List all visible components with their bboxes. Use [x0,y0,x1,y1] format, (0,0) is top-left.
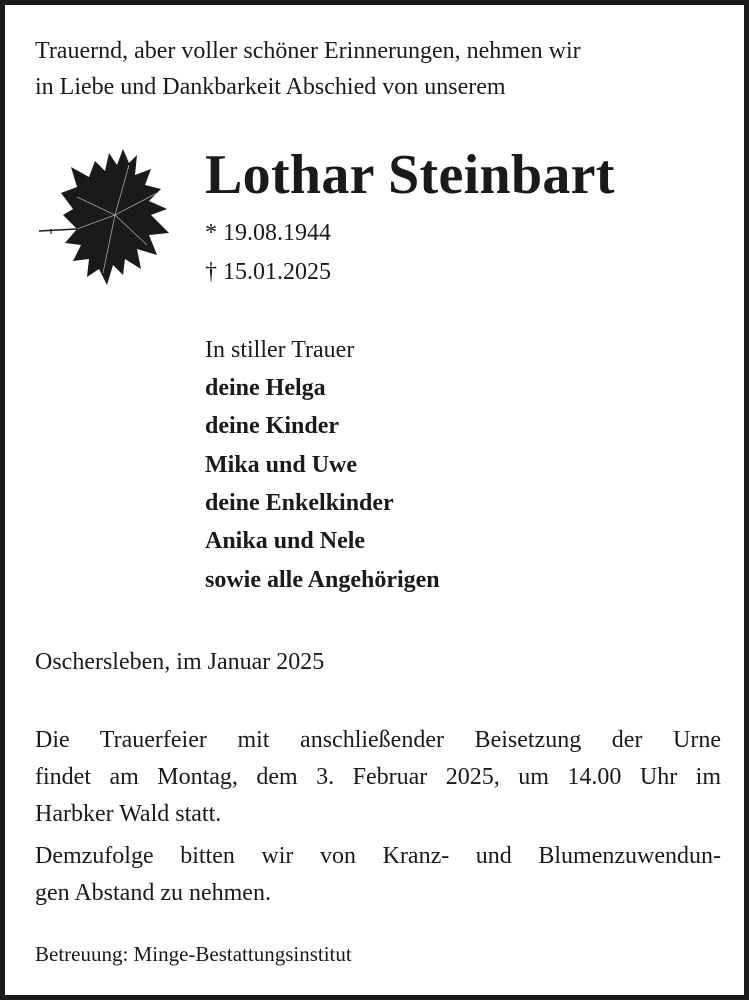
place-date: Oschersleben, im Januar 2025 [35,649,325,675]
intro-line-2: in Liebe und Dankbarkeit Abschied von unserem [35,74,506,100]
deceased-name: Lothar Steinbart [205,144,615,206]
death-date: † 15.01.2025 [205,259,331,285]
mourner-line: sowie alle Angehörigen [205,567,440,593]
funeral-line-2: findet am Montag, dem 3. Februar 2025, um 14.00 Uhr im [35,764,721,790]
flowers-paragraph [35,838,721,912]
funeral-line-3: Harbker Wald statt. [35,801,222,827]
mourner-line: deine Enkelkinder [205,490,394,516]
mourner-line: deine Helga [205,375,326,401]
intro-line-1: Trauernd, aber voller schöner Erinnerungen, nehmen wir [35,38,581,64]
flowers-line-1: Demzufolge bitten wir von Kranz- und Blumenzuwendun- [35,843,721,869]
mourner-line: deine Kinder [205,413,340,439]
mourner-line: Mika und Uwe [205,452,358,478]
funeral-line-1: Die Trauerfeier mit anschließender Beisetzung der Urne [35,727,721,753]
funeral-paragraph [35,722,721,833]
mourner-line: Anika und Nele [205,528,366,554]
maple-leaf-icon [37,145,187,300]
birth-date: * 19.08.1944 [205,220,331,246]
flowers-line-2: gen Abstand zu nehmen. [35,880,271,906]
mourners-lead: In stiller Trauer [205,337,355,363]
funeral-home-credit: Betreuung: Minge-Bestattungsinstitut [35,942,352,966]
